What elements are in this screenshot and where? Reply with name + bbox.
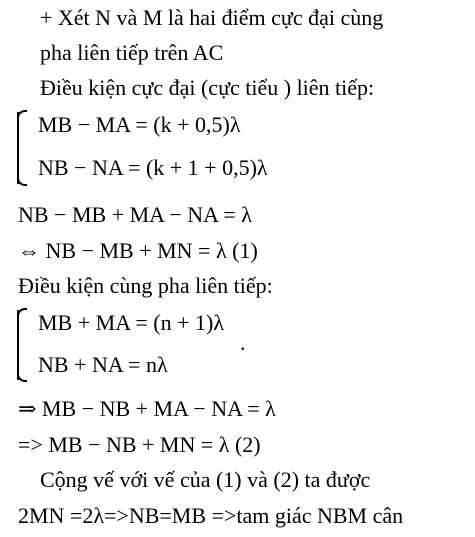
equation-line-8: => MB − NB + MN = λ (2)	[18, 432, 261, 457]
text-line-3: Điều kiện cực đại (cực tiểu ) liên tiếp:	[40, 75, 375, 100]
text-line-6: Điều kiện cùng pha liên tiếp:	[18, 273, 273, 298]
equation-line-4: NB − MB + MA − NA = λ	[18, 202, 252, 227]
left-brace-icon	[17, 310, 29, 380]
equation-line-7: ⇒ MB − NB + MA − NA = λ	[18, 396, 276, 421]
text-line-9: Cộng vế với vế của (1) và (2) ta được	[40, 467, 371, 492]
equation-2b: NB + NA = nλ	[38, 352, 168, 377]
text-line-2: pha liên tiếp trên AC	[40, 40, 224, 65]
left-brace-icon	[17, 112, 29, 184]
equation-1a: MB − MA = (k + 0,5)λ	[38, 112, 241, 137]
text-line-10: 2MN =2λ=>NB=MB =>tam giác NBM cân	[18, 503, 404, 528]
equation-line-5: ⇔ NB − MB + MN = λ (1)	[18, 238, 258, 263]
text-line-1: + Xét N và M là hai điểm cực đại cùng	[40, 5, 384, 30]
equation-1b: NB − NA = (k + 1 + 0,5)λ	[38, 155, 268, 180]
equation-2a: MB + MA = (n + 1)λ	[38, 310, 225, 335]
trailing-dot: .	[240, 330, 246, 355]
